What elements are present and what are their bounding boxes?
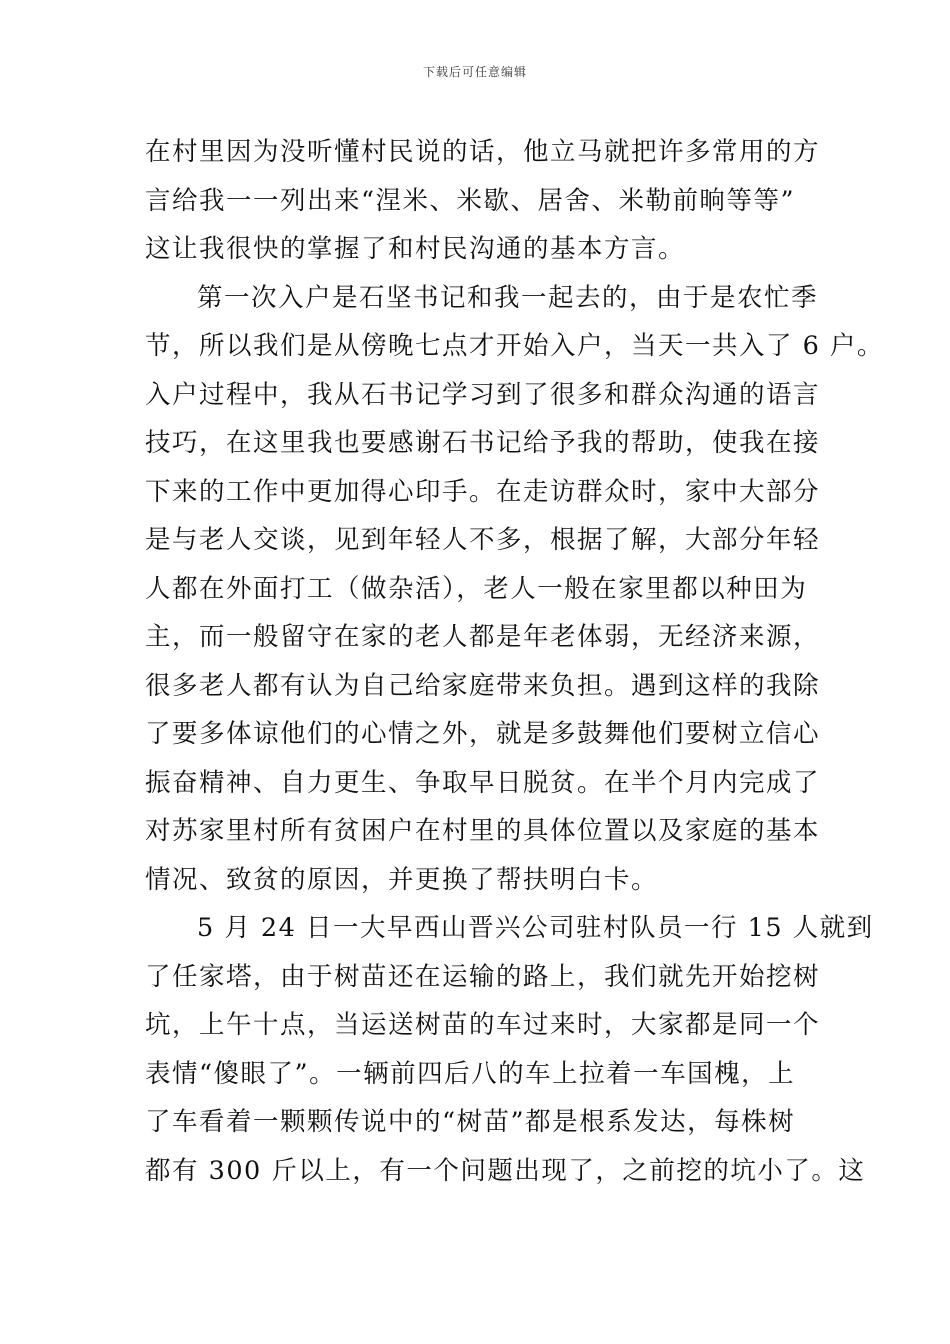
- text-line: 在村里因为没听懂村民说的话，他立马就把许多常用的方: [145, 137, 821, 167]
- text-line: 了要多体谅他们的心情之外，就是多鼓舞他们要树立信心: [145, 719, 821, 749]
- text-line: 这让我很快的掌握了和村民沟通的基本方言。: [145, 234, 686, 264]
- text-line: 节，所以我们是从傍晚七点才开始入户，当天一共入了 6 户。: [145, 331, 884, 361]
- document-body: [145, 128, 884, 1195]
- text-line: 都有 300 斤以上，有一个问题出现了，之前挖的坑小了。这: [145, 1155, 866, 1186]
- page-header-note: 下载后可任意编辑: [422, 65, 527, 79]
- text-line: 坑，上午十点，当运送树苗的车过来时，大家都是同一个: [145, 1010, 821, 1040]
- text-line: 言给我一一列出来“涅米、米歇、居舍、米勒前晌等等”: [145, 185, 796, 216]
- text-line: 主，而一般留守在家的老人都是年老体弱，无经济来源，: [145, 622, 821, 652]
- paragraph-first-line: 第一次入户是石坚书记和我一起去的，由于是农忙季: [197, 282, 819, 313]
- text-line: 下来的工作中更加得心印手。在走访群众时，家中大部分: [145, 476, 821, 507]
- text-line: 了车看着一颗颗传说中的“树苗”都是根系发达，每株树: [145, 1107, 796, 1137]
- text-line: 是与老人交谈，见到年轻人不多，根据了解，大部分年轻: [145, 525, 821, 555]
- text-line: 了任家塔，由于树苗还在运输的路上，我们就先开始挖树: [145, 961, 821, 992]
- text-line: 技巧，在这里我也要感谢石书记给予我的帮助，使我在接: [145, 428, 821, 458]
- text-line: 很多老人都有认为自己给家庭带来负担。遇到这样的我除: [145, 670, 821, 701]
- text-line: 表情“傻眼了”。一辆前四后八的车上拉着一车国槐，上: [145, 1058, 796, 1089]
- text-line: 对苏家里村所有贫困户在村里的具体位置以及家庭的基本: [145, 816, 821, 846]
- text-line: 情况、致贫的原因，并更换了帮扶明白卡。: [145, 864, 659, 895]
- text-line: 入户过程中，我从石书记学习到了很多和群众沟通的语言: [145, 379, 821, 410]
- text-line: 振奋精神、自力更生、争取早日脱贫。在半个月内完成了: [145, 767, 821, 798]
- text-line: 人都在外面打工（做杂活），老人一般在家里都以种田为: [145, 573, 808, 604]
- paragraph-first-line: 5 月 24 日一大早西山晋兴公司驻村队员一行 15 人就到: [197, 913, 874, 943]
